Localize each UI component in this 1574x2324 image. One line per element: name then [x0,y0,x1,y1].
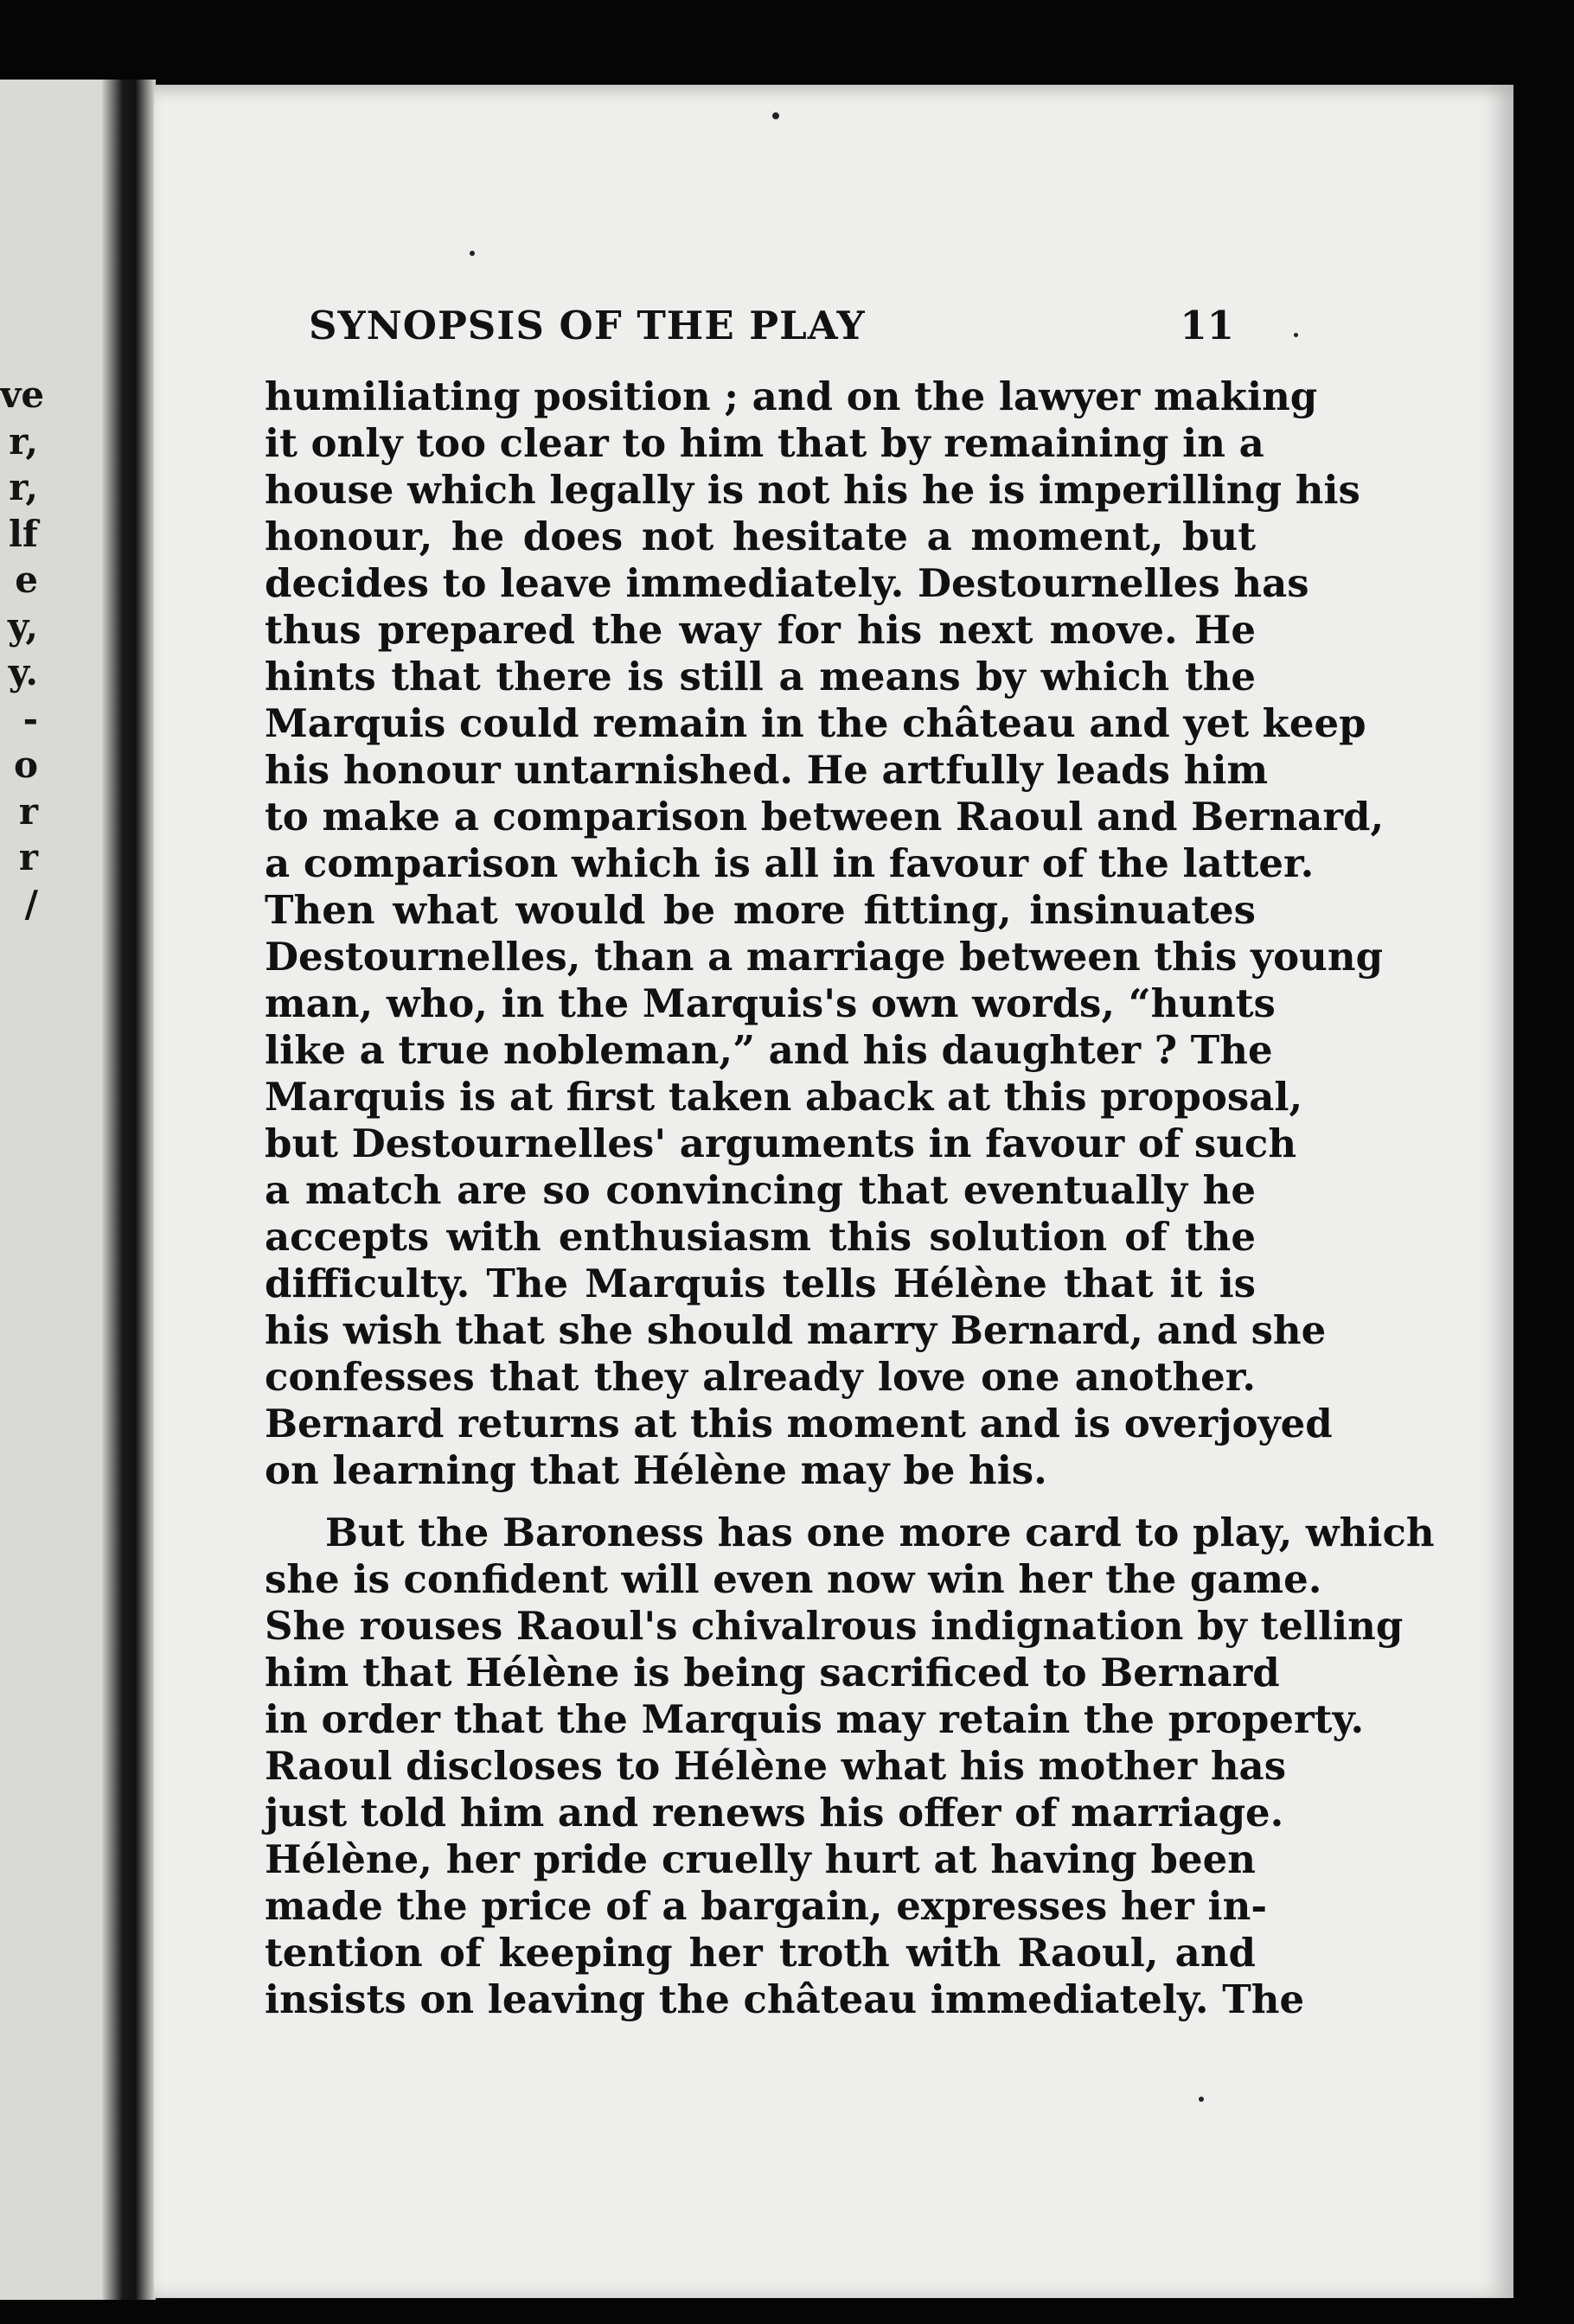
book-gutter [102,80,156,2300]
facing-page-fragment: r, [9,419,38,463]
text-line: it only too clear to him that by remaining in a [265,420,1264,466]
text-line: Marquis is at first taken aback at this proposal, [265,1074,1303,1120]
paragraph [265,374,1385,1494]
paragraph-gap [265,1494,1256,1510]
text-line: hints that there is still a means by which the [265,654,1256,699]
text-line: in order that the Marquis may retain the property. [265,1696,1365,1742]
text-line: Bernard returns at this moment and is overjoyed [265,1401,1333,1446]
facing-page-fragment: / [24,882,38,925]
text-line: Hélène, her pride cruelly hurt at having been [265,1836,1256,1882]
text-line: difficulty. The Marquis tells Hélène that it is [265,1261,1256,1306]
text-line: on learning that Hélène may be his. [265,1447,1047,1493]
text-line: thus prepared the way for his next move. He [265,607,1256,653]
facing-page-fragment: r [18,789,38,833]
text-line: she is confident will even now win her the game. [265,1556,1322,1602]
page-number: 11 [1180,303,1234,348]
text-line: decides to leave immediately. Destournelles has [265,560,1309,606]
text-line: a comparison which is all in favour of the latter. [265,840,1315,886]
running-head-title: SYNOPSIS OF THE PLAY [309,303,866,348]
facing-page-fragment [0,927,38,974]
page-speck [470,251,475,256]
text-line: man, who, in the Marquis's own words, “hunts [265,980,1276,1026]
text-line: confesses that they already love one another. [265,1354,1256,1400]
text-line: honour, he does not hesitate a moment, but [265,514,1256,559]
text-line: just told him and renews his offer of marriage. [265,1790,1284,1836]
facing-page-text-fragments [0,372,45,1112]
facing-page-fragment [0,1019,38,1066]
text-line: made the price of a bargain, expresses her in- [265,1883,1268,1929]
text-line: but Destournelles' arguments in favour of such [265,1120,1297,1166]
text-line: Destournelles, than a marriage between this young [265,934,1384,980]
text-line: Then what would be more fitting, insinuates [265,887,1256,933]
text-line: insists on leaving the château immediately. The [265,1976,1305,2022]
text-line: She rouses Raoul's chivalrous indignation by telling [265,1603,1404,1649]
page-speck [1294,333,1298,337]
text-line: Marquis could remain in the château and yet keep [265,700,1366,746]
facing-page-fragment: r [18,836,38,878]
facing-page-fragment: ve [0,374,45,416]
text-line: his honour untarnished. He artfully leads him [265,747,1269,793]
facing-page-fragment: r, [9,466,38,508]
text-line: like a true nobleman,” and his daughter ? The [265,1027,1273,1073]
text-line: humiliating position ; and on the lawyer making [265,374,1318,419]
facing-page-fragment: y. [8,651,38,693]
body-text [265,374,1435,2023]
text-line: his wish that she should marry Bernard, and she [265,1307,1327,1353]
text-line: a match are so convincing that eventually he [265,1167,1256,1213]
facing-page-fragment [0,974,38,1020]
facing-page-fragment [0,1066,38,1113]
text-line: to make a comparison between Raoul and Bernard, [265,794,1385,840]
facing-page-fragment: y, [7,604,38,648]
facing-page-fragment: lf [8,512,38,555]
text-line: tention of keeping her troth with Raoul, and [265,1930,1256,1976]
paragraph [265,1510,1435,2023]
text-line: Raoul discloses to Hélène what his mother has [265,1743,1287,1789]
facing-page-fragment: - [22,697,38,740]
page-speck [772,112,779,119]
page-speck [1199,2097,1204,2102]
text-line: him that Hélène is being sacrificed to Bernard [265,1650,1280,1695]
text-line: But the Baroness has one more card to play, which [325,1510,1435,1555]
text-line: house which legally is not his he is imperilling his [265,467,1360,513]
facing-page-fragment: e [15,559,38,601]
running-head [309,303,1234,354]
facing-page-fragment: o [13,744,38,786]
text-line: accepts with enthusiasm this solution of the [265,1214,1256,1260]
